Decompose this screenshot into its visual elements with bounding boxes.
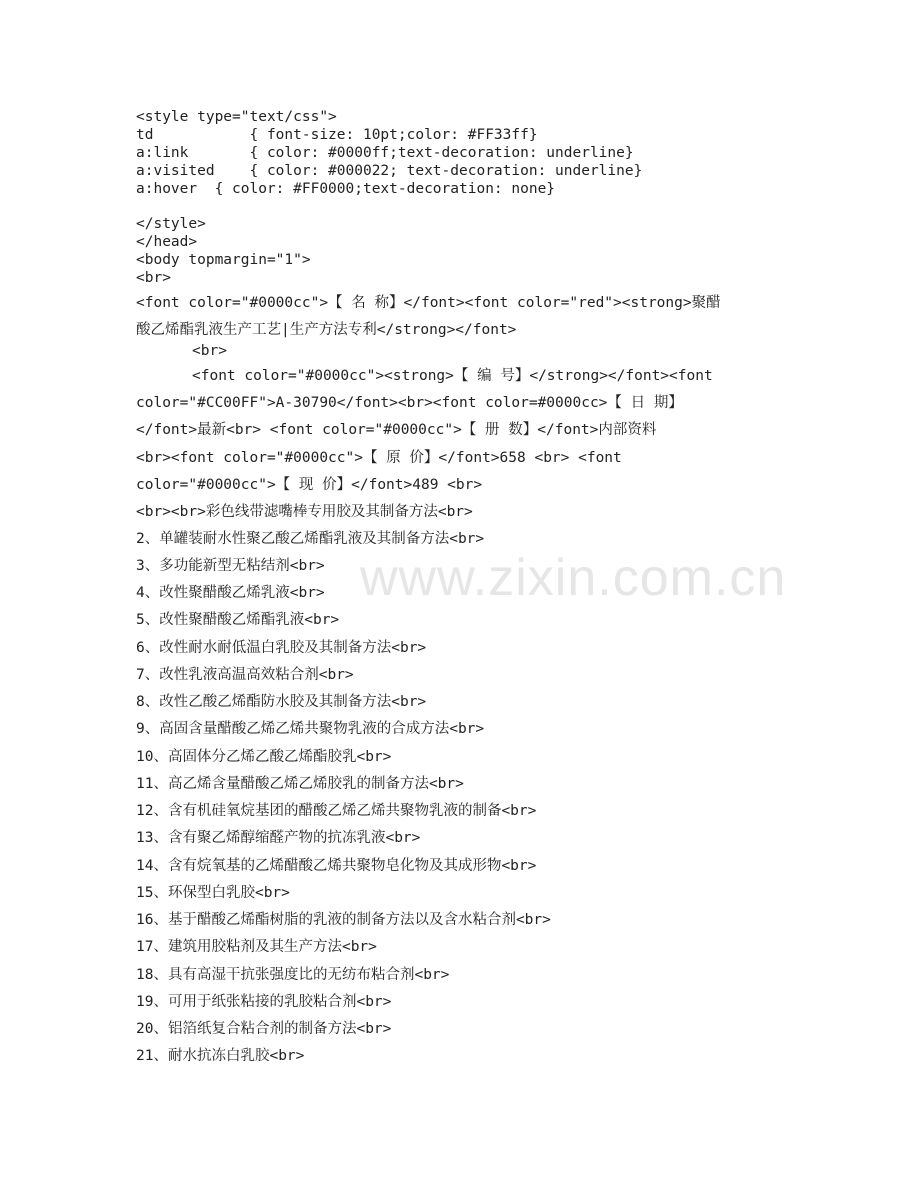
list-item: 3、多功能新型无粘结剂<br> bbox=[136, 558, 325, 574]
header-line: </font>最新<br> <font color="#0000cc">【 册 数】</font>内部资料 bbox=[136, 422, 657, 438]
code-line: a:hover { color: #FF0000;text-decoration: none} bbox=[136, 181, 556, 197]
list-item: 21、耐水抗冻白乳胶<br> bbox=[136, 1048, 305, 1064]
header-line: <font color="#0000cc">【 名 称】</font><font color="red"><strong>聚醋 bbox=[136, 295, 721, 311]
list-item: 11、高乙烯含量醋酸乙烯乙烯胶乳的制备方法<br> bbox=[136, 776, 464, 792]
list-item: 2、单罐装耐水性聚乙酸乙烯酯乳液及其制备方法<br> bbox=[136, 531, 485, 547]
list-item: 6、改性耐水耐低温白乳胶及其制备方法<br> bbox=[136, 640, 427, 656]
list-item: 5、改性聚醋酸乙烯酯乳液<br> bbox=[136, 612, 340, 628]
list-item: 18、具有高湿干抗张强度比的无纺布粘合剂<br> bbox=[136, 967, 450, 983]
header-line: <br><br>彩色线带滤嘴棒专用胶及其制备方法<br> bbox=[136, 504, 473, 520]
watermark: www.zixin.com.cn bbox=[360, 549, 787, 607]
list-item: 13、含有聚乙烯醇缩醛产物的抗冻乳液<br> bbox=[136, 830, 421, 846]
code-line: td { font-size: 10pt;color: #FF33ff} bbox=[136, 127, 538, 143]
code-line: <body topmargin="1"> bbox=[136, 252, 311, 268]
code-line: <style type="text/css"> bbox=[136, 109, 337, 125]
header-line: <br> bbox=[192, 343, 227, 359]
header-line: <br><font color="#0000cc">【 原 价】</font>658 <br> <font bbox=[136, 450, 622, 466]
list-item: 9、高固含量醋酸乙烯乙烯共聚物乳液的合成方法<br> bbox=[136, 721, 485, 737]
list-item: 14、含有烷氧基的乙烯醋酸乙烯共聚物皂化物及其成形物<br> bbox=[136, 858, 537, 874]
code-line: a:visited { color: #000022; text-decoration: underline} bbox=[136, 163, 643, 179]
code-line: <br> bbox=[136, 270, 171, 286]
list-item: 7、改性乳液高温高效粘合剂<br> bbox=[136, 667, 354, 683]
header-line: 酸乙烯酯乳液生产工艺|生产方法专利</strong></font> bbox=[136, 322, 517, 338]
code-line: </head> bbox=[136, 234, 198, 250]
header-line: color="#CC00FF">A-30790</font><br><font color=#0000cc>【 日 期】 bbox=[136, 395, 683, 411]
list-item: 19、可用于纸张粘接的乳胶粘合剂<br> bbox=[136, 994, 392, 1010]
list-item: 17、建筑用胶粘剂及其生产方法<br> bbox=[136, 939, 377, 955]
header-line: color="#0000cc">【 现 价】</font>489 <br> bbox=[136, 477, 483, 493]
code-line: a:link { color: #0000ff;text-decoration: underline} bbox=[136, 145, 634, 161]
list-item: 20、铝箔纸复合粘合剂的制备方法<br> bbox=[136, 1021, 392, 1037]
list-item: 12、含有机硅氧烷基团的醋酸乙烯乙烯共聚物乳液的制备<br> bbox=[136, 803, 537, 819]
list-item: 8、改性乙酸乙烯酯防水胶及其制备方法<br> bbox=[136, 694, 427, 710]
list-item: 16、基于醋酸乙烯酯树脂的乳液的制备方法以及含水粘合剂<br> bbox=[136, 912, 551, 928]
list-item: 15、环保型白乳胶<br> bbox=[136, 885, 290, 901]
header-line: <font color="#0000cc"><strong>【 编 号】</strong></font><font bbox=[192, 368, 713, 384]
list-item: 4、改性聚醋酸乙烯乳液<br> bbox=[136, 585, 325, 601]
list-item: 10、高固体分乙烯乙酸乙烯酯胶乳<br> bbox=[136, 749, 392, 765]
code-line: </style> bbox=[136, 216, 206, 232]
